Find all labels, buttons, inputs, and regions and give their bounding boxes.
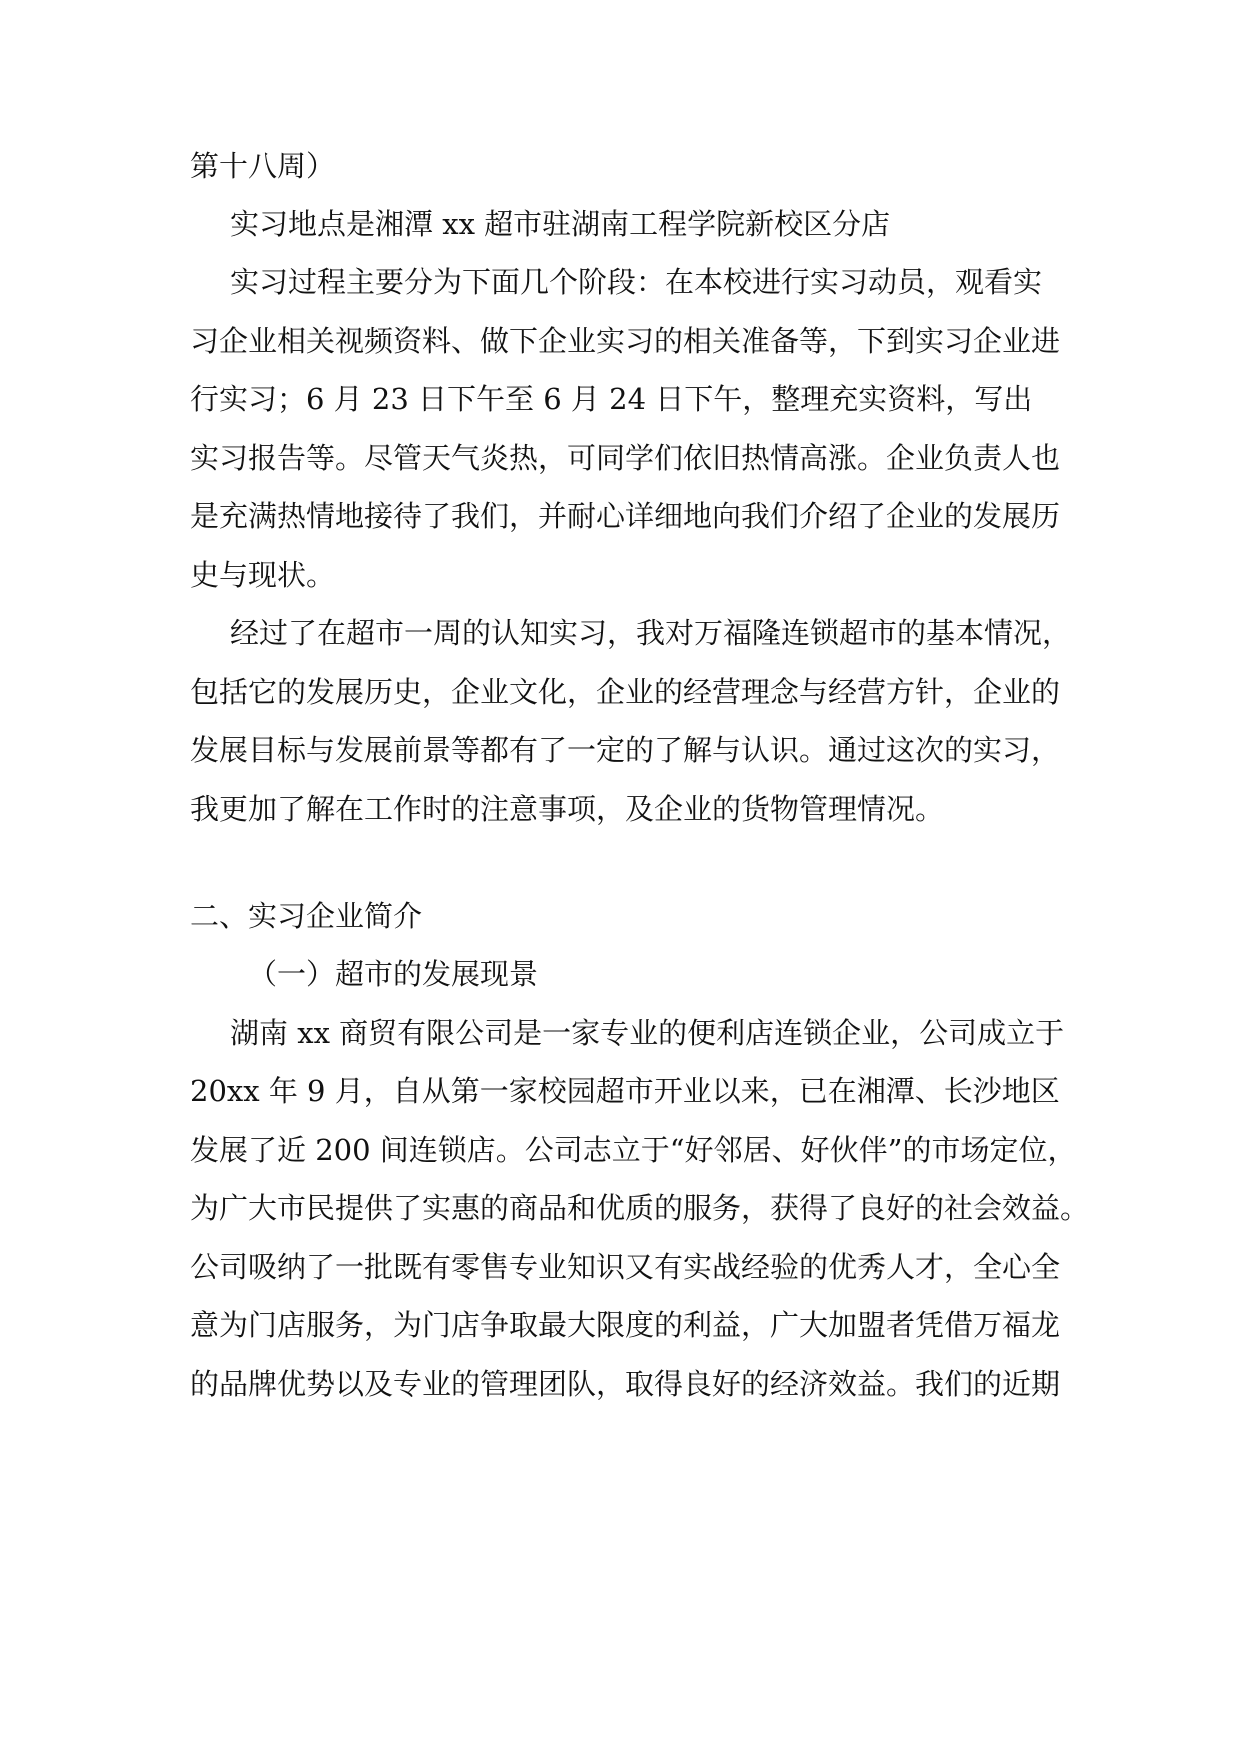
text-line: 为广大市民提供了实惠的商品和优质的服务，获得了良好的社会效益。 <box>190 1191 1090 1225</box>
text-line: 经过了在超市一周的认知实习，我对万福隆连锁超市的基本情况， <box>230 616 1072 650</box>
text-line: 公司吸纳了一批既有零售专业知识又有实战经验的优秀人才，全心全 <box>190 1250 1061 1284</box>
text-line: 意为门店服务，为门店争取最大限度的利益，广大加盟者凭借万福龙 <box>190 1308 1061 1342</box>
text-line: 史与现状。 <box>190 558 336 592</box>
text-line: 行实习；6 月 23 日下午至 6 月 24 日下午，整理充实资料，写出 <box>190 382 1033 416</box>
text-line: 实习报告等。尽管天气炎热，可同学们依旧热情高涨。企业负责人也 <box>190 441 1061 475</box>
text-line: 实习地点是湘潭 xx 超市驻湖南工程学院新校区分店 <box>230 207 891 241</box>
text-line: 发展目标与发展前景等都有了一定的了解与认识。通过这次的实习， <box>190 733 1061 767</box>
text-line: 第十八周） <box>190 149 336 183</box>
text-line: 实习过程主要分为下面几个阶段：在本校进行实习动员，观看实 <box>230 265 1043 299</box>
text-line: 是充满热情地接待了我们，并耐心详细地向我们介绍了企业的发展历 <box>190 499 1061 533</box>
text-line: 的品牌优势以及专业的管理团队，取得良好的经济效益。我们的近期 <box>190 1367 1061 1401</box>
text-line: 习企业相关视频资料、做下企业实习的相关准备等，下到实习企业进 <box>190 324 1061 358</box>
text-line: 我更加了解在工作时的注意事项，及企业的货物管理情况。 <box>190 792 945 826</box>
text-line: 包括它的发展历史，企业文化，企业的经营理念与经营方针，企业的 <box>190 675 1061 709</box>
text-line: 发展了近 200 间连锁店。公司志立于“好邻居、好伙伴”的市场定位， <box>190 1133 1077 1167</box>
subsection-heading: （一）超市的发展现景 <box>248 957 539 991</box>
text-line: 湖南 xx 商贸有限公司是一家专业的便利店连锁企业，公司成立于 <box>230 1016 1065 1050</box>
section-heading: 二、实习企业简介 <box>190 899 423 933</box>
text-line: 20xx 年 9 月，自从第一家校园超市开业以来，已在湘潭、长沙地区 <box>190 1074 1060 1108</box>
